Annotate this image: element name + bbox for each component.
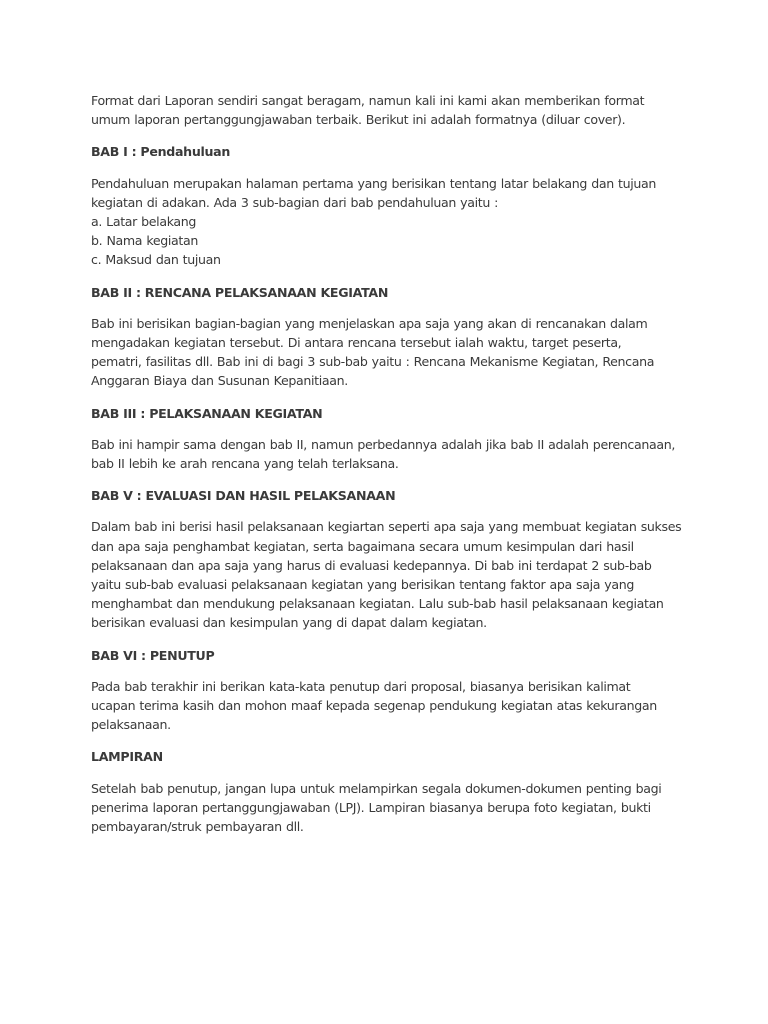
body-line: Bab ini hampir sama dengan bab II, namun perbedannya adalah jika bab II adalah perencanaan, (91, 436, 676, 452)
body-line: Bab ini berisikan bagian-bagian yang menjelaskan apa saja yang akan di rencanakan dalam (91, 315, 648, 331)
body-line: yaitu sub-bab evaluasi pelaksanaan kegiatan yang berisikan tentang faktor apa saja yang (91, 577, 635, 593)
body-line: pembayaran/struk pembayaran dll. (91, 819, 304, 835)
intro-line: Format dari Laporan sendiri sangat beragam, namun kali ini kami akan memberikan format (91, 93, 645, 108)
section-heading-bab-2: BAB II : RENCANA PELAKSANAAN KEGIATAN (91, 284, 389, 300)
section-body-bab-1 (91, 174, 691, 270)
body-line: mengadakan kegiatan tersebut. Di antara rencana tersebut ialah waktu, target peserta, (91, 335, 622, 351)
body-line: ucapan terima kasih dan mohon maaf kepada segenap pendukung kegiatan atas kekurangan (91, 698, 657, 714)
section-body-bab-6 (91, 677, 691, 735)
body-line: Setelah bab penutup, jangan lupa untuk melampirkan segala dokumen-dokumen penting bagi (91, 780, 662, 796)
list-item-b: b. Nama kegiatan (91, 233, 198, 249)
intro-line: umum laporan pertanggungjawaban terbaik. Berikut ini adalah formatnya (diluar cover). (91, 112, 626, 128)
body-line: menghambat dan mendukung pelaksanaan kegiatan. Lalu sub-bab hasil pelaksanaan kegiatan (91, 596, 664, 612)
body-line: Anggaran Biaya dan Susunan Kepanitiaan. (91, 373, 348, 389)
body-line: pelaksanaan. (91, 717, 171, 733)
section-body-bab-5 (91, 517, 691, 632)
body-line: Pendahuluan merupakan halaman pertama yang berisikan tentang latar belakang dan tujuan (91, 175, 657, 191)
body-line: pematri, fasilitas dll. Bab ini di bagi 3 sub-bab yaitu : Rencana Mekanisme Kegiatan, Rencana (91, 354, 655, 370)
body-line: berisikan evaluasi dan kesimpulan yang di dapat dalam kegiatan. (91, 615, 487, 631)
section-body-bab-2 (91, 314, 691, 391)
section-heading-bab-3: BAB III : PELAKSANAAN KEGIATAN (91, 405, 323, 421)
body-line: bab II lebih ke arah rencana yang telah terlaksana. (91, 456, 399, 472)
list-item-c: c. Maksud dan tujuan (91, 252, 221, 268)
section-heading-bab-5: BAB V : EVALUASI DAN HASIL PELAKSANAAN (91, 488, 396, 504)
section-body-bab-3 (91, 435, 691, 473)
section-heading-lampiran: LAMPIRAN (91, 749, 163, 765)
body-line: Dalam bab ini berisi hasil pelaksanaan kegiartan seperti apa saja yang membuat kegiatan sukses (91, 519, 682, 535)
document-page (91, 91, 691, 836)
section-body-lampiran (91, 779, 691, 837)
body-line: Pada bab terakhir ini berikan kata-kata penutup dari proposal, biasanya berisikan kalimat (91, 678, 631, 694)
intro-paragraph (91, 91, 691, 129)
section-heading-bab-6: BAB VI : PENUTUP (91, 647, 215, 663)
list-item-a: a. Latar belakang (91, 214, 197, 230)
body-line: penerima laporan pertanggungjawaban (LPJ). Lampiran biasanya berupa foto kegiatan, bukti (91, 799, 651, 815)
section-heading-bab-1: BAB I : Pendahuluan (91, 144, 231, 160)
body-line: kegiatan di adakan. Ada 3 sub-bagian dari bab pendahuluan yaitu : (91, 194, 499, 210)
body-line: pelaksanaan dan apa saja yang harus di evaluasi kedepannya. Di bab ini terdapat 2 sub-bab (91, 557, 652, 573)
body-line: dan apa saja penghambat kegiatan, serta bagaimana secara umum kesimpulan dari hasil (91, 538, 634, 554)
